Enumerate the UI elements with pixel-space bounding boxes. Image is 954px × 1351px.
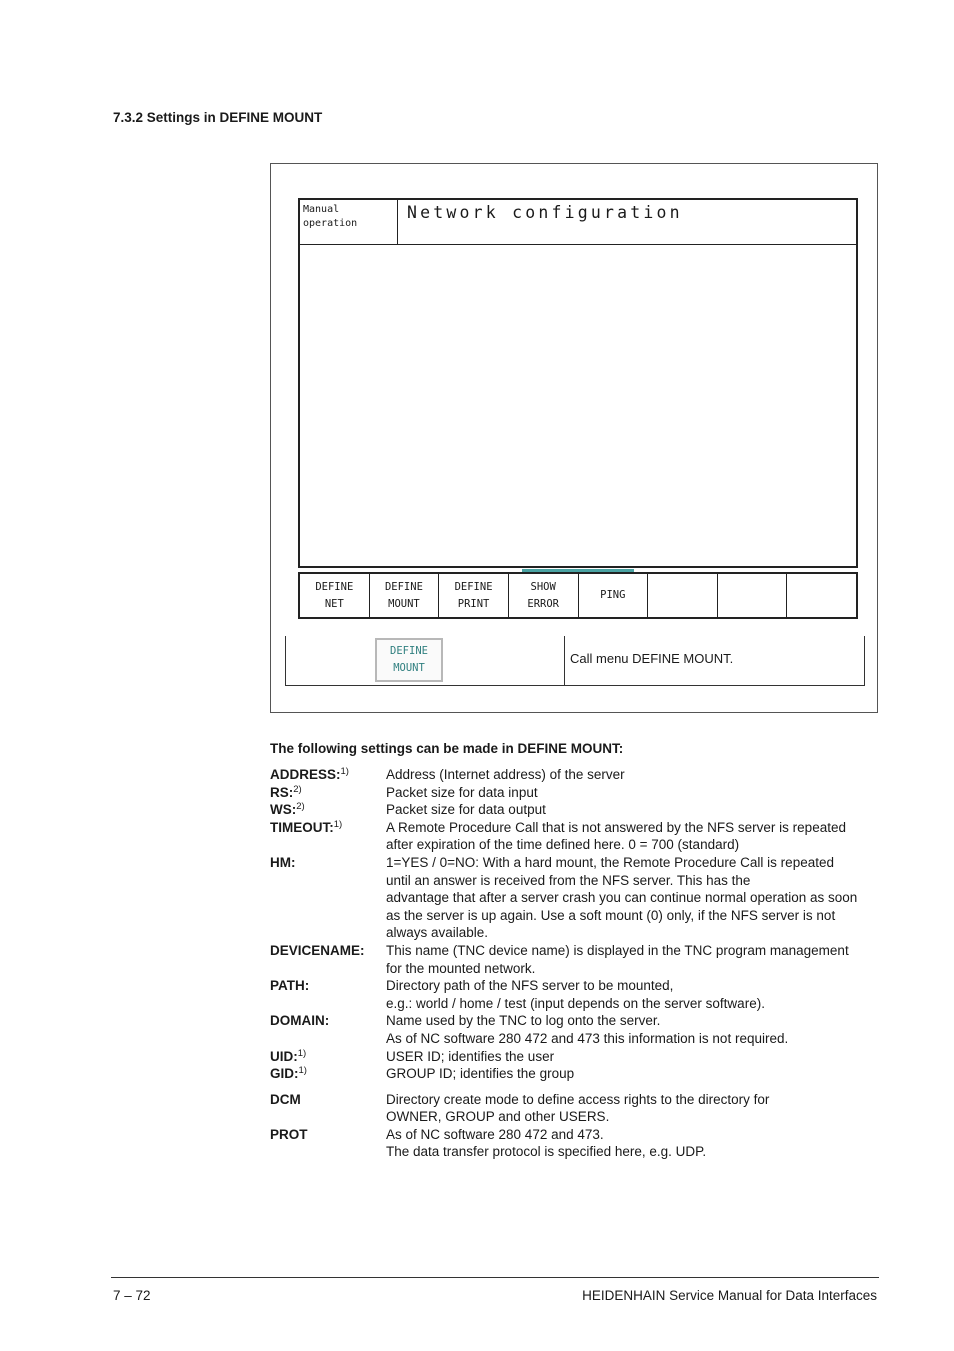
footnote-ref: 1) — [340, 766, 349, 777]
setting-description: A Remote Procedure Call that is not answered by the NFS server is repeated after expiration of the time defined here. 0 = 700 (standard) — [386, 819, 846, 853]
setting-term: GID: — [270, 1066, 299, 1082]
setting-term: DCM — [270, 1091, 301, 1107]
setting-hm — [270, 854, 885, 942]
setting-description: Packet size for data input — [386, 784, 538, 800]
setting-term: RS: — [270, 784, 294, 800]
softkey-define-net[interactable]: DEFINE NET — [300, 574, 370, 617]
setting-address — [270, 766, 885, 784]
page-number: 7 – 72 — [113, 1288, 151, 1303]
footnote-ref: 2) — [296, 801, 305, 813]
softkey-empty-8[interactable] — [787, 574, 856, 617]
setting-description: This name (TNC device name) is displayed in the TNC program management for the mounted network. — [386, 942, 849, 976]
manual-title: HEIDENHAIN Service Manual for Data Interfaces — [582, 1288, 877, 1303]
setting-term: UID: — [270, 1048, 298, 1064]
header-divider — [300, 244, 856, 245]
softkey-empty-6[interactable] — [648, 574, 718, 617]
setting-devicename — [270, 942, 885, 977]
tnc-screen — [298, 198, 858, 568]
setting-term: DOMAIN: — [270, 1013, 330, 1029]
define-mount-key: DEFINE MOUNT — [375, 638, 443, 682]
setting-term: ADDRESS: — [270, 767, 341, 782]
setting-description: GROUP ID; identifies the group — [386, 1066, 575, 1082]
setting-description: 1=YES / 0=NO: With a hard mount, the Remote Procedure Call is repeated until an answer is received from the NFS server. This has the advantage that after a server crash you can continue normal operation as soon as the server is up again. Use a soft mount (0) only, if the NFS server is not always available. — [386, 854, 858, 941]
setting-gid — [270, 1065, 885, 1083]
setting-description: USER ID; identifies the user — [386, 1048, 555, 1064]
softkey-define-print[interactable]: DEFINE PRINT — [439, 574, 509, 617]
setting-term: TIMEOUT: — [270, 819, 334, 835]
setting-description: Directory path of the NFS server to be mounted, e.g.: world / home / test (input depends on the server software). — [386, 978, 765, 1011]
softkey-empty-7[interactable] — [718, 574, 788, 617]
softkey-ping[interactable]: PING — [579, 574, 649, 617]
footnote-ref: 1) — [297, 1047, 307, 1059]
settings-list — [270, 766, 885, 1161]
softkey-show-error[interactable]: SHOW ERROR — [509, 574, 579, 617]
setting-term: PROT — [270, 1126, 308, 1142]
setting-domain — [270, 1012, 885, 1047]
setting-description: As of NC software 280 472 and 473. The data transfer protocol is specified here, e.g. UDP. — [386, 1126, 707, 1160]
setting-term: PATH: — [270, 978, 310, 994]
settings-intro: The following settings can be made in DEFINE MOUNT: — [270, 741, 624, 756]
section-title: 7.3.2 Settings in DEFINE MOUNT — [113, 110, 323, 125]
setting-dcm — [270, 1091, 885, 1126]
softkey-description: Call menu DEFINE MOUNT. — [570, 651, 734, 666]
setting-path — [270, 977, 885, 1012]
setting-rs — [270, 784, 885, 802]
footer-divider — [111, 1277, 879, 1278]
setting-term: DEVICENAME: — [270, 942, 365, 958]
footnote-ref: 1) — [298, 1065, 307, 1077]
softkey-row — [298, 572, 858, 619]
setting-uid — [270, 1048, 885, 1066]
screen-title: Network configuration — [407, 203, 683, 222]
setting-description: Directory create mode to define access rights to the directory for OWNER, GROUP and other USERS. — [386, 1091, 770, 1125]
table-divider — [564, 636, 565, 685]
setting-ws — [270, 801, 885, 819]
softkey-description-table — [285, 636, 865, 686]
setting-prot — [270, 1126, 885, 1161]
footnote-ref: 2) — [293, 783, 302, 795]
setting-description: Name used by the TNC to log onto the server. As of NC software 280 472 and 473 this information is not required. — [386, 1013, 789, 1046]
softkey-define-mount[interactable]: DEFINE MOUNT — [370, 574, 440, 617]
setting-description: Address (Internet address) of the server — [386, 767, 625, 782]
operating-mode-label: Manual operation — [300, 200, 398, 244]
footnote-ref: 1) — [333, 818, 343, 830]
setting-timeout — [270, 819, 885, 854]
setting-term: HM: — [270, 854, 296, 870]
setting-term: WS: — [270, 802, 297, 818]
setting-description: Packet size for data output — [386, 802, 546, 818]
